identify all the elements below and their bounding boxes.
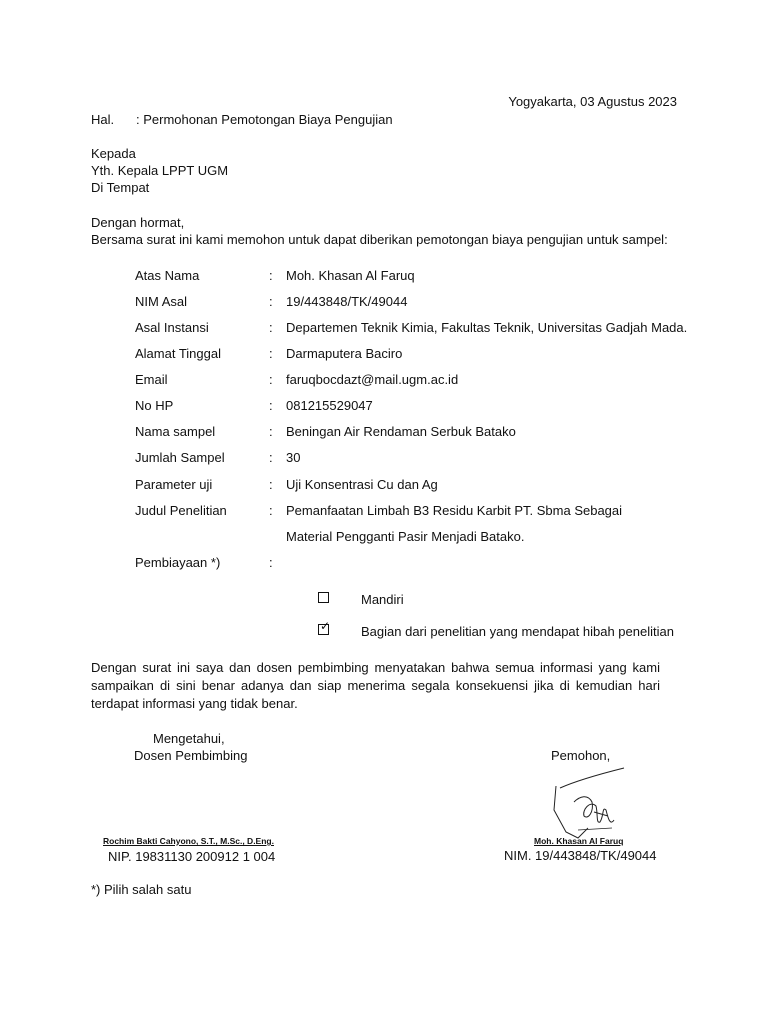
salutation-block bbox=[91, 215, 668, 249]
field-label: Email bbox=[135, 372, 168, 387]
field-value-continuation: Material Pengganti Pasir Menjadi Batako. bbox=[286, 529, 525, 544]
field-label: Asal Instansi bbox=[135, 320, 209, 335]
applicant-title: Pemohon, bbox=[551, 748, 611, 763]
email-value: faruqbocdazt@mail.ugm.ac.id bbox=[286, 372, 459, 387]
field-label: Atas Nama bbox=[135, 268, 200, 283]
field-label: NIM Asal bbox=[135, 294, 188, 309]
recipient-block bbox=[91, 146, 228, 197]
field-label: Pembiayaan *) bbox=[135, 555, 221, 570]
field-label: Judul Penelitian bbox=[135, 503, 227, 518]
field-value: Departemen Teknik Kimia, Fakultas Teknik, Universitas Gadjah Mada. bbox=[286, 320, 688, 335]
field-label: Nama sampel bbox=[135, 424, 216, 439]
supervisor-name: Rochim Bakti Cahyono, S.T., M.Sc., D.Eng. bbox=[103, 836, 274, 846]
field-colon: : bbox=[269, 268, 273, 283]
check-icon: ✓ bbox=[320, 619, 331, 633]
subject-value: : Permohonan Pemotongan Biaya Pengujian bbox=[136, 112, 393, 127]
field-label: No HP bbox=[135, 398, 174, 413]
hibah-checkbox[interactable] bbox=[318, 619, 331, 635]
recipient-line: Yth. Kepala LPPT UGM bbox=[91, 163, 229, 178]
field-value: Uji Konsentrasi Cu dan Ag bbox=[286, 477, 438, 492]
recipient-line: Di Tempat bbox=[91, 180, 150, 195]
field-label: Jumlah Sampel bbox=[135, 450, 225, 465]
field-colon: : bbox=[269, 450, 273, 465]
recipient-line: Kepada bbox=[91, 146, 136, 161]
field-colon: : bbox=[269, 372, 273, 387]
option-label: Bagian dari penelitian yang mendapat hibah penelitian bbox=[361, 624, 674, 639]
field-colon: : bbox=[269, 398, 273, 413]
option-label: Mandiri bbox=[361, 592, 404, 607]
applicant-name: Moh. Khasan Al Faruq bbox=[534, 836, 624, 846]
subject-label: Hal. bbox=[91, 112, 115, 127]
field-value: Beningan Air Rendaman Serbuk Batako bbox=[286, 424, 516, 439]
mandiri-checkbox[interactable] bbox=[318, 592, 329, 603]
footnote: *) Pilih salah satu bbox=[91, 882, 192, 897]
field-colon: : bbox=[269, 555, 273, 570]
letter-date: Yogyakarta, 03 Agustus 2023 bbox=[508, 94, 677, 109]
field-value: 30 bbox=[286, 450, 301, 465]
supervisor-title: Dosen Pembimbing bbox=[134, 748, 248, 763]
supervisor-nip: NIP. 19831130 200912 1 004 bbox=[108, 849, 276, 864]
phone-value: 081215529047 bbox=[286, 398, 373, 413]
field-value: Darmaputera Baciro bbox=[286, 346, 403, 361]
field-colon: : bbox=[269, 477, 273, 492]
intro-text: Bersama surat ini kami memohon untuk dapat diberikan pemotongan biaya pengujian untuk sampel: bbox=[91, 232, 668, 247]
field-colon: : bbox=[269, 503, 273, 518]
field-label: Alamat Tinggal bbox=[135, 346, 221, 361]
field-colon: : bbox=[269, 294, 273, 309]
acknowledged-label: Mengetahui, bbox=[153, 731, 225, 746]
greeting: Dengan hormat, bbox=[91, 215, 185, 230]
field-value: Pemanfaatan Limbah B3 Residu Karbit PT. Sbma Sebagai bbox=[286, 503, 623, 518]
field-label: Parameter uji bbox=[135, 477, 213, 492]
field-value: Moh. Khasan Al Faruq bbox=[286, 268, 415, 283]
field-colon: : bbox=[269, 346, 273, 361]
field-colon: : bbox=[269, 320, 273, 335]
declaration-statement: Dengan surat ini saya dan dosen pembimbing menyatakan bahwa semua informasi yang kami sampaikan di sini benar adanya dan siap menerima segala konsekuensi jika di kemudian hari terdapat informasi yang tidak benar. bbox=[91, 660, 660, 711]
field-value: 19/443848/TK/49044 bbox=[286, 294, 408, 309]
applicant-nim: NIM. 19/443848/TK/49044 bbox=[504, 848, 657, 863]
field-colon: : bbox=[269, 424, 273, 439]
